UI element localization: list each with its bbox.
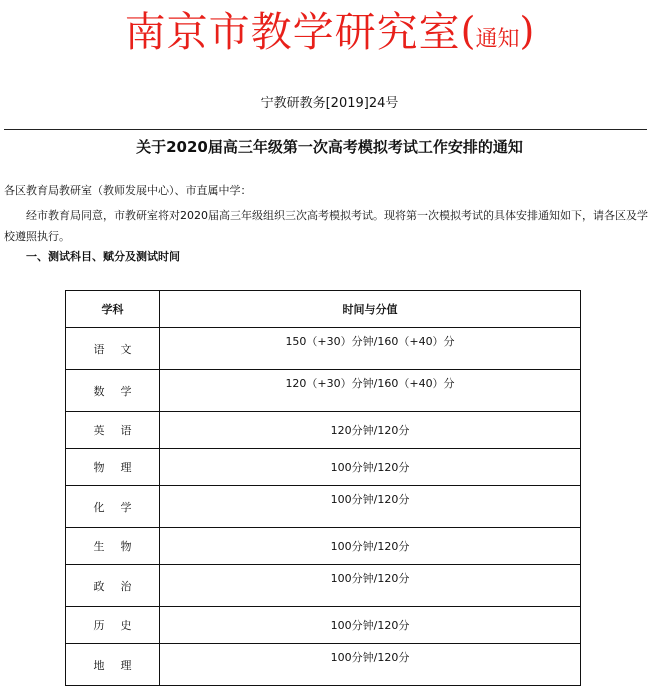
time-score-cell: 100分钟/120分 [160,607,581,644]
subject-cell: 英语 [66,412,160,449]
time-score-cell: 100分钟/120分 [160,449,581,486]
masthead-paren-open: ( [460,9,476,53]
table-row [66,607,581,644]
column-header-time-score: 时间与分值 [160,291,581,328]
time-score-cell: 150（+30）分钟/160（+40）分 [160,328,581,370]
column-header-subject: 学科 [66,291,160,328]
table-row [66,644,581,686]
table-row [66,565,581,607]
subject-cell: 语文 [66,328,160,370]
table-row [66,528,581,565]
table-row [66,486,581,528]
time-score-cell: 100分钟/120分 [160,565,581,607]
time-score-cell: 120分钟/120分 [160,412,581,449]
masthead-org-name: 南京市教学研究室 [124,8,461,56]
time-score-cell: 100分钟/120分 [160,486,581,528]
table-header-row [66,291,581,328]
subject-cell: 数学 [66,370,160,412]
notice-title: 关于2020届高三年级第一次高考模拟考试工作安排的通知 [136,138,523,156]
time-score-cell: 100分钟/120分 [160,644,581,686]
time-score-cell: 120（+30）分钟/160（+40）分 [160,370,581,412]
table-row [66,328,581,370]
subject-cell: 历史 [66,607,160,644]
body-paragraph: 经市教育局同意，市教研室将对2020届高三年级组织三次高考模拟考试。现将第一次模拟考试的具体安排通知如下，请各区及学校遵照执行。 [4,209,648,243]
table-row [66,370,581,412]
subject-cell: 地理 [66,644,160,686]
salutation: 各区教育局教研室（教师发展中心）、市直属中学： [4,184,252,197]
section-heading: 一、测试科目、赋分及测试时间 [26,250,180,263]
table-row [66,412,581,449]
document-number: 宁教研教务[2019]24号 [260,96,399,111]
masthead-paren-close: ) [519,9,535,53]
masthead-suffix: 通知 [475,27,520,52]
schedule-table [65,290,581,686]
subject-cell: 化学 [66,486,160,528]
subject-cell: 政治 [66,565,160,607]
time-score-cell: 100分钟/120分 [160,528,581,565]
subject-cell: 物理 [66,449,160,486]
header-divider [4,129,647,130]
masthead [0,6,659,58]
subject-cell: 生物 [66,528,160,565]
table-row [66,449,581,486]
